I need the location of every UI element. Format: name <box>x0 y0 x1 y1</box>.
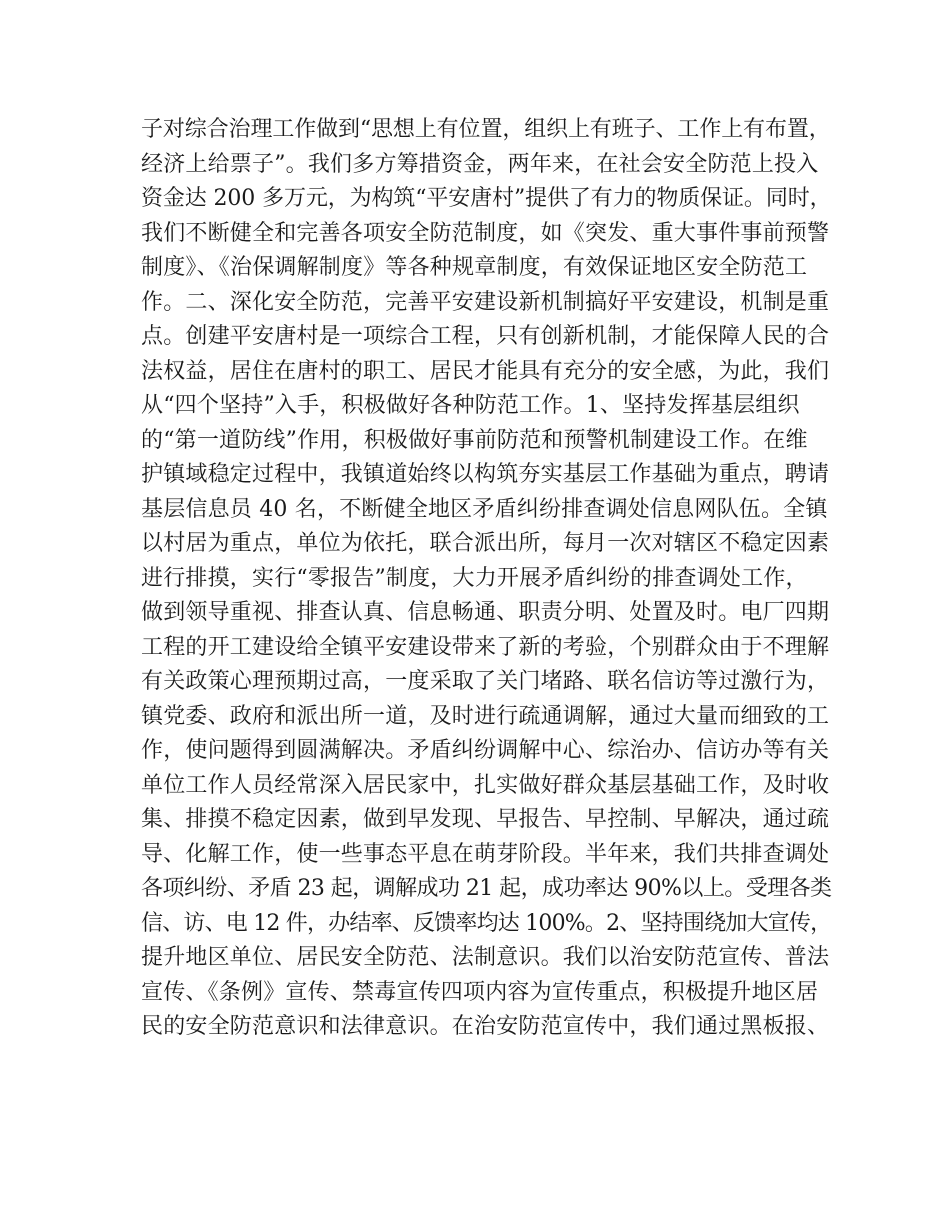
text-line: 子对综合治理工作做到“思想上有位置，组织上有班子、工作上有布置， <box>141 117 831 142</box>
text-line: 有关政策心理预期过高，一度采取了关门堵路、联名信访等过激行为， <box>141 669 830 694</box>
text-line: 集、排摸不稳定因素，做到早发现、早报告、早控制、早解决，通过疏 <box>141 807 830 832</box>
text-line: 法权益，居住在唐村的职工、居民才能具有充分的安全感，为此，我们 <box>141 358 830 384</box>
text-line: 单位工作人员经常深入居民家中，扎实做好群众基层基础工作，及时收 <box>141 772 830 798</box>
text-line: 导、化解工作，使一些事态平息在萌芽阶段。半年来，我们共排查调处 <box>141 841 830 867</box>
text-line: 基层信息员 40 名，不断健全地区矛盾纠纷排查调处信息网队伍。全镇 <box>141 496 828 522</box>
body-text <box>141 113 831 1045</box>
text-line: 作。二、深化安全防范，完善平安建设新机制搞好平安建设，机制是重 <box>141 289 830 315</box>
text-line: 提升地区单位、居民安全防范、法制意识。我们以治安防范宣传、普法 <box>141 945 830 970</box>
text-line: 制度》、《治保调解制度》等各种规章制度，有效保证地区安全防范工 <box>141 255 808 280</box>
text-line: 宣传、《条例》宣传、禁毒宣传四项内容为宣传重点，积极提升地区居 <box>141 979 819 1005</box>
text-line: 护镇域稳定过程中，我镇道始终以构筑夯实基层工作基础为重点，聘请 <box>141 462 830 487</box>
text-line: 点。创建平安唐村是一项综合工程，只有创新机制，才能保障人民的合 <box>141 324 830 349</box>
text-line: 我们不断健全和完善各项安全防范制度，如《突发、重大事件事前预警 <box>141 220 830 246</box>
text-line: 做到领导重视、排查认真、信息畅通、职责分明、处置及时。电厂四期 <box>141 600 830 625</box>
text-line: 经济上给票子”。我们多方筹措资金，两年来，在社会安全防范上投入 <box>141 151 819 177</box>
text-line: 的“第一道防线”作用，积极做好事前防范和预警机制建设工作。在维 <box>141 427 808 453</box>
text-line: 作，使问题得到圆满解决。矛盾纠纷调解中心、综治办、信访办等有关 <box>141 738 830 763</box>
text-line: 镇党委、政府和派出所一道，及时进行疏通调解，通过大量而细致的工 <box>141 703 830 729</box>
text-line: 信、访、电 12 件，办结率、反馈率均达 100%。2、坚持围绕加大宣传， <box>141 910 832 936</box>
text-line: 以村居为重点，单位为依托，联合派出所，每月一次对辖区不稳定因素 <box>141 531 830 556</box>
text-line: 民的安全防范意识和法律意识。在治安防范宣传中，我们通过黑板报、 <box>141 1014 830 1039</box>
text-line: 工程的开工建设给全镇平安建设带来了新的考验，个别群众由于不理解 <box>141 634 830 660</box>
text-line: 资金达 200 多万元，为构筑“平安唐村”提供了有力的物质保证。同时， <box>141 186 832 211</box>
text-line: 从“四个坚持”入手，积极做好各种防范工作。1、坚持发挥基层组织 <box>141 393 800 418</box>
text-line: 进行排摸，实行“零报告”制度，大力开展矛盾纠纷的排查调处工作， <box>141 565 808 591</box>
text-line: 各项纠纷、矛盾 23 起，调解成功 21 起，成功率达 90%以上。受理各类 <box>141 876 832 901</box>
